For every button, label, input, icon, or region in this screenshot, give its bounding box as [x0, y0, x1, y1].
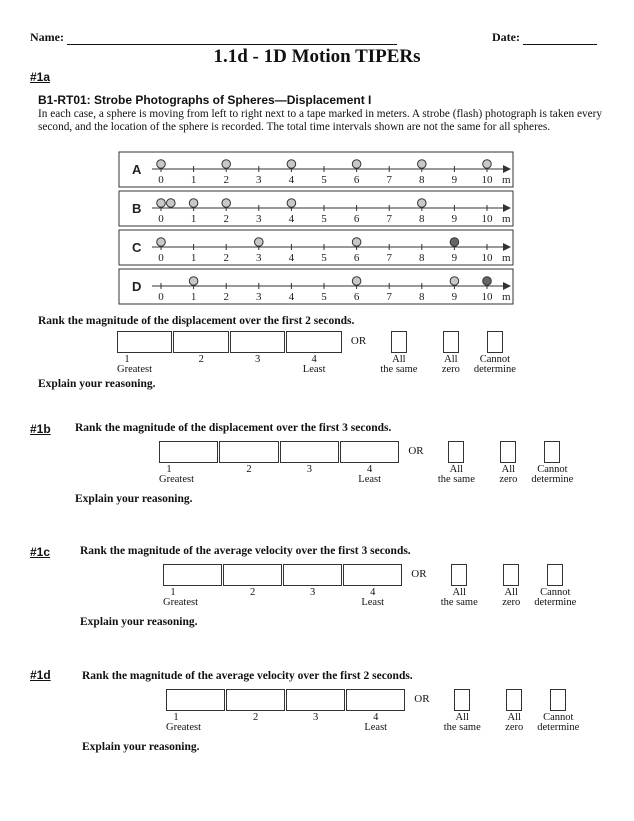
- rank-label-1: 1: [173, 712, 179, 723]
- rank-label-4: 4: [370, 587, 376, 598]
- prompt-1c: Rank the magnitude of the average velocity over the first 3 seconds.: [80, 545, 411, 557]
- sphere-marker: [222, 160, 231, 169]
- rank-label-4: 4: [311, 354, 317, 365]
- sphere-marker: [157, 199, 166, 208]
- all-same-label-line1: All: [455, 712, 469, 723]
- rank-label-3: 3: [310, 587, 316, 598]
- name-label: Name:: [30, 30, 64, 44]
- all-zero-label-line2: zero: [502, 597, 521, 608]
- rank-box-4[interactable]: [346, 689, 405, 711]
- ranking-grid-1d: [166, 689, 594, 735]
- rank-label-3: 3: [255, 354, 261, 365]
- rank-label-2: 2: [249, 587, 256, 598]
- rank-label-3: 3: [306, 464, 312, 475]
- rank-box-4[interactable]: [343, 564, 402, 586]
- rank-box-1[interactable]: [166, 689, 225, 711]
- least-label: Least: [358, 474, 382, 485]
- least-label: Least: [364, 722, 388, 733]
- rank-label-2: 2: [198, 354, 204, 365]
- track-label-a: A: [132, 162, 142, 177]
- tick-label: 2: [223, 174, 229, 186]
- or-label: OR: [414, 693, 430, 705]
- tick-label: 8: [419, 252, 425, 264]
- cannot-determine-checkbox[interactable]: [550, 689, 566, 711]
- all-same-checkbox[interactable]: [451, 564, 467, 586]
- tick-label: 5: [321, 213, 327, 225]
- rank-box-4[interactable]: [286, 331, 341, 353]
- sphere-marker: [450, 277, 459, 286]
- or-label: OR: [350, 335, 367, 347]
- tick-label: 0: [158, 213, 164, 225]
- tick-label: 10: [481, 174, 493, 186]
- rank-box-1[interactable]: [163, 564, 222, 586]
- track-label-d: D: [132, 279, 142, 294]
- cannot-determine-label-line2: determine: [534, 597, 577, 608]
- tick-label: 3: [256, 252, 262, 264]
- tick-label: 8: [419, 174, 425, 186]
- all-zero-label-line2: zero: [505, 722, 524, 733]
- sphere-marker: [287, 160, 296, 169]
- tick-label: 8: [419, 291, 425, 303]
- all-same-checkbox[interactable]: [448, 441, 464, 463]
- unit-label: m: [502, 291, 511, 303]
- all-same-label-line1: All: [392, 354, 406, 365]
- rank-box-1[interactable]: [159, 441, 218, 463]
- cannot-determine-label-line2: determine: [537, 722, 580, 733]
- sphere-marker: [222, 199, 231, 208]
- all-zero-label-line2: zero: [499, 474, 518, 485]
- greatest-label: Greatest: [159, 474, 194, 485]
- explain-1a: Explain your reasoning.: [38, 378, 156, 390]
- tick-label: 4: [288, 174, 295, 186]
- cannot-determine-label-line1: Cannot: [543, 712, 574, 723]
- tick-label: 8: [419, 213, 425, 225]
- intro-text: In each case, a sphere is moving from left to right next to a tape marked in meters. A strobe (flash) photograph is taken every second, and the location of the sphere is recorded. The total time intervals shown are not the same for all spheres.: [38, 108, 603, 133]
- tick-label: 3: [256, 291, 262, 303]
- sphere-marker: [450, 238, 459, 247]
- rank-box-2[interactable]: [173, 331, 228, 353]
- sphere-marker: [418, 160, 427, 169]
- all-zero-label-line1: All: [444, 354, 458, 365]
- sphere-marker: [352, 238, 361, 247]
- tick-label: 1: [190, 291, 197, 303]
- sphere-marker: [189, 199, 198, 208]
- page-title: 1.1d - 1D Motion TIPERs: [213, 46, 421, 67]
- rank-label-3: 3: [313, 712, 319, 723]
- tick-label: 2: [223, 291, 229, 303]
- name-field[interactable]: [30, 30, 397, 45]
- ranking-grid-1b: [159, 441, 589, 487]
- greatest-label: Greatest: [117, 364, 152, 375]
- tick-label: 1: [190, 174, 197, 186]
- all-zero-checkbox[interactable]: [443, 331, 459, 353]
- tick-label: 6: [353, 213, 360, 225]
- rank-box-2[interactable]: [226, 689, 285, 711]
- all-same-label-line2: the same: [440, 597, 478, 608]
- tick-label: 9: [451, 252, 458, 264]
- sphere-marker: [166, 199, 175, 208]
- unit-label: m: [502, 174, 511, 186]
- tick-label: 2: [223, 252, 229, 264]
- question-number-1d: #1d: [30, 668, 51, 682]
- cannot-determine-label-line1: Cannot: [537, 464, 568, 475]
- tick-label: 9: [451, 213, 458, 225]
- tick-label: 7: [386, 213, 392, 225]
- tick-label: 6: [353, 174, 360, 186]
- tick-label: 10: [481, 291, 493, 303]
- all-zero-checkbox[interactable]: [500, 441, 516, 463]
- prompt-1d: Rank the magnitude of the average velocity over the first 2 seconds.: [82, 670, 413, 682]
- greatest-label: Greatest: [166, 722, 201, 733]
- prompt-1a: Rank the magnitude of the displacement over the first 2 seconds.: [38, 315, 355, 327]
- unit-label: m: [502, 252, 511, 264]
- sphere-marker: [157, 160, 166, 169]
- rank-box-2[interactable]: [219, 441, 278, 463]
- date-label: Date:: [492, 30, 520, 44]
- rank-box-2[interactable]: [223, 564, 282, 586]
- tick-label: 5: [321, 291, 327, 303]
- sphere-marker: [255, 238, 264, 247]
- cannot-determine-checkbox[interactable]: [544, 441, 560, 463]
- rank-label-1: 1: [124, 354, 130, 365]
- cannot-determine-checkbox[interactable]: [547, 564, 563, 586]
- rank-box-3[interactable]: [286, 689, 345, 711]
- all-same-checkbox[interactable]: [454, 689, 470, 711]
- tick-label: 6: [353, 291, 360, 303]
- sphere-marker: [352, 160, 361, 169]
- sphere-marker: [483, 160, 492, 169]
- cannot-determine-label-line1: Cannot: [540, 587, 571, 598]
- all-same-label-line1: All: [452, 587, 466, 598]
- tick-label: 0: [158, 252, 164, 264]
- tick-label: 0: [158, 174, 164, 186]
- least-label: Least: [361, 597, 385, 608]
- prompt-1b: Rank the magnitude of the displacement over the first 3 seconds.: [75, 422, 392, 434]
- ranking-grid-1c: [163, 564, 591, 610]
- tick-label: 7: [386, 174, 392, 186]
- date-blank-line[interactable]: [523, 34, 597, 45]
- sphere-marker: [287, 199, 296, 208]
- all-same-checkbox[interactable]: [391, 331, 407, 353]
- tick-label: 7: [386, 291, 392, 303]
- all-zero-label-line1: All: [501, 464, 516, 475]
- tick-label: 1: [190, 213, 197, 225]
- question-number-1c: #1c: [30, 545, 51, 559]
- track-label-c: C: [132, 240, 142, 255]
- unit-label: m: [502, 213, 511, 225]
- track-label-b: B: [132, 201, 142, 216]
- tick-label: 6: [353, 252, 360, 264]
- question-number-1a: #1a: [30, 70, 51, 84]
- all-same-label-line2: the same: [443, 722, 481, 733]
- tick-label: 7: [386, 252, 392, 264]
- sphere-marker: [483, 277, 492, 286]
- cannot-determine-label-line1: Cannot: [479, 354, 511, 365]
- tick-label: 5: [321, 252, 327, 264]
- rank-box-3[interactable]: [280, 441, 339, 463]
- all-same-label-line1: All: [449, 464, 464, 475]
- all-zero-checkbox[interactable]: [503, 564, 519, 586]
- all-zero-label-line2: zero: [441, 364, 460, 375]
- cannot-determine-checkbox[interactable]: [487, 331, 503, 353]
- rank-label-1: 1: [166, 464, 172, 475]
- rank-label-2: 2: [246, 464, 252, 475]
- explain-1c: Explain your reasoning.: [80, 616, 198, 628]
- or-label: OR: [411, 568, 427, 580]
- all-zero-label-line1: All: [507, 712, 521, 723]
- greatest-label: Greatest: [163, 597, 198, 608]
- tick-label: 10: [481, 252, 493, 264]
- tick-label: 4: [288, 252, 295, 264]
- or-label: OR: [408, 445, 424, 457]
- ranking-grid-1a: [117, 331, 519, 377]
- tick-label: 5: [321, 174, 327, 186]
- sphere-marker: [418, 199, 427, 208]
- explain-1b: Explain your reasoning.: [75, 493, 193, 505]
- rank-label-4: 4: [367, 464, 373, 475]
- tick-label: 2: [223, 213, 229, 225]
- all-same-label-line2: the same: [380, 364, 418, 375]
- rank-box-1[interactable]: [117, 331, 172, 353]
- all-zero-label-line1: All: [504, 587, 518, 598]
- cannot-determine-label-line2: determine: [473, 364, 516, 375]
- all-zero-checkbox[interactable]: [506, 689, 522, 711]
- tick-label: 4: [288, 291, 295, 303]
- rank-box-3[interactable]: [230, 331, 285, 353]
- date-field[interactable]: [492, 30, 597, 45]
- explain-1d: Explain your reasoning.: [82, 741, 200, 753]
- sphere-marker: [189, 277, 198, 286]
- sphere-marker: [352, 277, 361, 286]
- strobe-figure: [118, 150, 516, 308]
- sphere-marker: [157, 238, 166, 247]
- rank-label-4: 4: [373, 712, 379, 723]
- tick-label: 9: [451, 174, 458, 186]
- all-same-label-line2: the same: [437, 474, 475, 485]
- rank-box-4[interactable]: [340, 441, 399, 463]
- tick-label: 10: [481, 213, 493, 225]
- rank-label-2: 2: [252, 712, 259, 723]
- least-label: Least: [302, 364, 326, 375]
- tick-label: 3: [256, 174, 262, 186]
- cannot-determine-label-line2: determine: [531, 474, 574, 485]
- tick-label: 1: [190, 252, 197, 264]
- rank-box-3[interactable]: [283, 564, 342, 586]
- tick-label: 0: [158, 291, 164, 303]
- tick-label: 3: [256, 213, 262, 225]
- tick-label: 9: [451, 291, 458, 303]
- question-number-1b: #1b: [30, 422, 51, 436]
- tick-label: 4: [288, 213, 295, 225]
- name-blank-line[interactable]: [67, 34, 397, 45]
- section-code: B1-RT01: Strobe Photographs of Spheres—Displacement I: [38, 93, 372, 107]
- rank-label-1: 1: [170, 587, 176, 598]
